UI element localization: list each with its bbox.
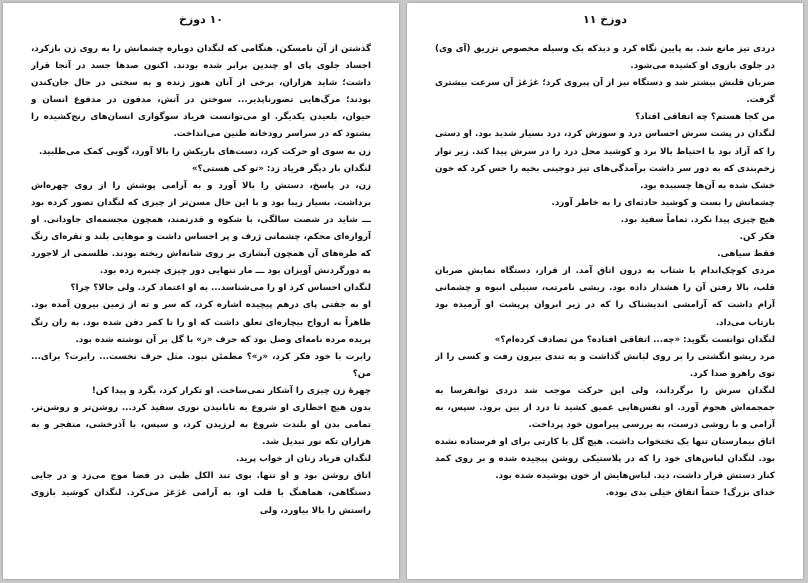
paragraph: او به جفتی پای درهم پیچیده اشاره کرد، که سر و ته از زمین بیرون آمده بود. ظاهراً به ارواح بیچاره‌ای تعلق داشت که او را تا کمر دفن شده بود. به ران رنگ پریده مرده نامه‌ای وصل بود که حرف «ر» با گل بر آن نوشته شده بود. [31, 300, 371, 345]
page-body [435, 41, 775, 571]
paragraph: من کجا هستم؟ چه اتفاقی افتاد؟ [635, 112, 775, 123]
paragraph: خدای بزرگ! حتماً اتفاق خیلی بدی بوده. [605, 488, 775, 499]
paragraph: اتاق روشن بود و او تنها. بوی تند الکل طبی در فضا موج می‌زد و در جایی دستگاهی، هماهنگ با قلب او، به آرامی غژغژ می‌کرد. لنگدان کوشید بازوی راستش را بالا بیاورد، ولی [31, 471, 371, 516]
page-header: ۱۰ دوزخ [178, 13, 223, 26]
page-body [31, 41, 371, 571]
paragraph: گذشتن از آن نامسکن. هنگامی که لنگدان دوباره چشمانش را به روی زن بازکرد، اجساد جلوی پای او چندین برابر شده بودند. اکنون صدها جسد در آنجا قرار داشت؛ شاید هزاران، برخی از آنان هنوز زنده و به سختی در حال جان‌کندن بودند؛ مرگ‌هایی تصورناپذیر... سوختن در آتش، مدفون در مدفوع انسان و حیوان، بلعیدن یکدیگر. او می‌توانست فریاد سوگواری انسان‌های رنج‌کشیده را بشنود که در سراسر رودخانه طنین می‌انداخت. [31, 44, 371, 140]
paragraph: زن، در پاسخ، دستش را بالا آورد و به آرامی پوشش را از روی چهره‌اش برداشت. بسیار زیبا بود و با این حال مسن‌تر از چیزی که لنگدان تصور کرده بود ـــ شاید در شصت سالگی، با شکوه و قدرتمند، همچون مجسمه‌ای جاودانی. او آرواره‌ای محکم، چشمانی ژرف و پر احساس داشت و موهایی بلند و نقره‌ای رنگ که طره‌های آن همچون آبشاری بر روی شانه‌اش ریخته بودند. طلسمی از لاجورد به دورگردنش آویزان بود ـــ مار تنهایی دور چیزی چنبره زده بود. [31, 180, 371, 277]
paragraph: لنگدان فریاد زنان از خواب پرید. [235, 454, 371, 465]
paragraph: لنگدان در پشت سرش احساس درد و سوزش کرد، درد بسیار شدید بود. او دستی را که آزاد بود با احتیاط بالا برد و کوشید محل درد را در سرش پیدا کند. زیر نوار زخم‌بندی که به دور سر داشت برآمدگی‌های تیز دوجینی بخیه را حس کرد که خون خشک شده به آن‌ها چسبیده بود. [435, 129, 775, 191]
paragraph: ضربان قلبش بیشتر شد و دستگاه نیز از آن پیروی کرد؛ غژغژ آن سرعت بیشتری گرفت. [435, 78, 775, 106]
paragraph: مردی کوچک‌اندام با شتاب به درون اتاق آمد. از قرار، دستگاه نمایش ضربان قلب، بالا رفتن آن را هشدار داده بود. ریشی نامرتب، سبیلی انبوه و چشمانی آرام داشت که آرامشی اندیشناک را که در زیر ابروان پرپشت او آرمیده بود بازتاب می‌داد. [435, 266, 775, 328]
paragraph: لنگدان سرش را برگرداند، ولی این حرکت موجب شد دردی توانفرسا به جمجمه‌اش هجوم آورد. او نفس‌هایی عمیق کشید تا درد از بین برود. سپس، به آرامی و با روشی درست، به بررسی پیرامون خود پرداخت. [435, 385, 775, 431]
paragraph: چشمانش را بست و کوشید حادثه‌ای را به خاطر آورد. [551, 197, 775, 208]
paragraph: لنگدان بار دیگر فریاد زد: «تو کی هستی؟» [191, 163, 371, 174]
paragraph: اتاق بیمارستان تنها یک تختخواب داشت. هیچ گل یا کارتی برای او فرستاده نشده بود. لنگدان لباس‌های خود را که در پلاستیکی روشن پیچیده شده و بر روی کمد کنار دستش قرار داشت، دید. لباس‌هایش از خون پوشیده شده بود. [435, 437, 775, 482]
paragraph: زن به سوی او حرکت کرد، دست‌های باریکش را بالا آورد، گویی کمک می‌طلبید. [38, 146, 371, 157]
left-page [3, 3, 399, 579]
paragraph: دردی تیز مانع شد. به پایین نگاه کرد و دیدکه یک وسیله مخصوص تزریق (آی وی) در جلوی بازوی او کشیده می‌شود. [435, 44, 775, 72]
paragraph: مرد ریشو انگشتی را بر روی لبانش گذاشت و به تندی بیرون رفت و کسی را از توی راهرو صدا کرد. [435, 351, 775, 379]
paragraph: چهرهٔ زن چیزی را آشکار نمی‌ساخت. او تکرار کرد، بگرد و پیدا کن! [91, 385, 371, 396]
paragraph: بدون هیچ اخطاری او شروع به تابانیدن نوری سفید کرد... روشن‌تر و روشن‌تر. تمامی بدن او بلندت شروع به لرزیدن کرد، و سپس، با آذرخشی، منفجر و به هزاران تکه نور تبدیل شد. [31, 402, 371, 448]
right-page [407, 3, 803, 579]
paragraph: فکر کن. [739, 232, 775, 243]
paragraph: لنگدان توانست بگوید: «چه... اتفاقی افتاده؟ من تصادف کرده‌ام؟» [494, 334, 775, 345]
paragraph: لنگدان احساس کرد او را می‌شناسد... به او اعتماد کرد. ولی حالا؟ چرا؟ [70, 283, 371, 294]
paragraph: فقط سیاهی. [717, 249, 775, 260]
paragraph: هیچ چیزی پیدا نکرد. تماماً سفید بود. [620, 214, 775, 225]
page-header: دوزخ ۱۱ [582, 13, 627, 26]
paragraph: رابرت با خود فکر کرد، «ر»؟ مطمئن نبود. مثل حرف نخست... رابرت؟ برای... من؟ [31, 351, 371, 379]
